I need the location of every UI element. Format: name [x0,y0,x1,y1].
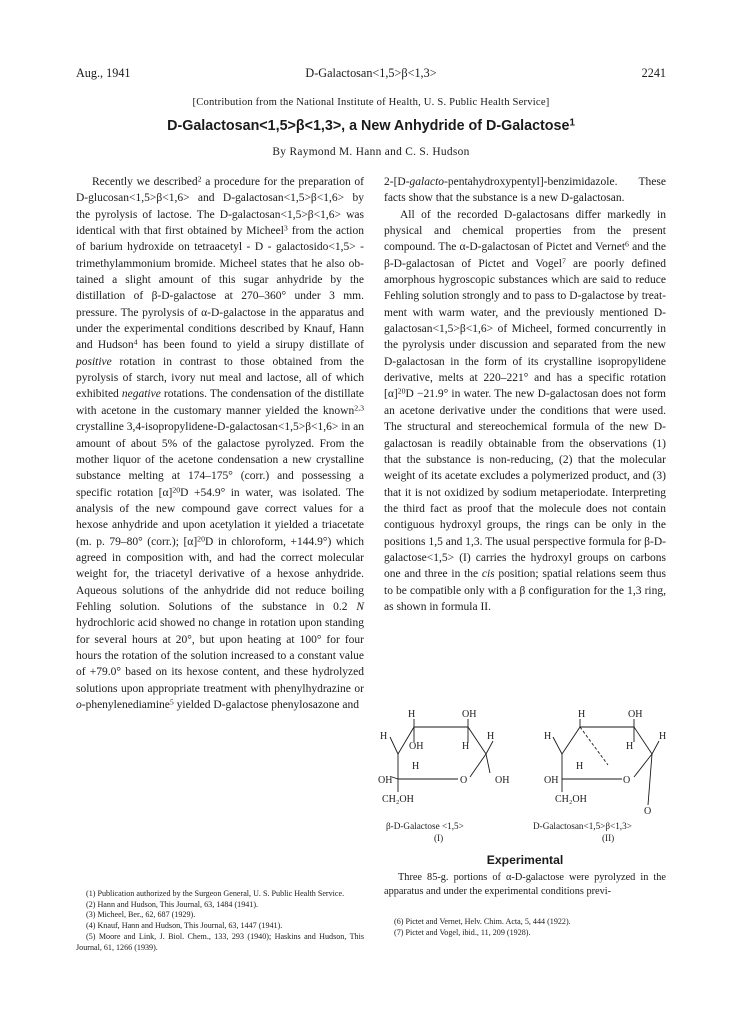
paragraph-comparison: All of the recorded D-galactosans differ markedly in physical and chemical properties from the present compound. The α-D-galactosan of Pictet and Vernet$^6$ and the β-D-galactosan of Pictet and Vogel$^7$ are poorly defined amorphous hygroscopic substances which are said to reduce Fehling solution strongly and to pass to D-galactose by treatment with warm water, and the previously mentioned D-galactosan<1,5>β<1,6> of Micheel, formed concurrently in the pyrolysis under discussion and separated from the new D-galactosan in the form of its crystalline isopropylidene derivative, melts at 220–221° and has a specific rotation $[\alpha]^{20}D -21.9^\circ$ in water. The new D-galactosan does not form an acetone derivative under the conditions that were used. The structural and stereochemical formula of the new D-galactosan is readily obtainable from the observations (1) that the substance is non-reducing, (2) that the molecular weight of its acetate excludes a polymerized product, and (3) that it is not oxidized by sodium metaperiodate. Interpreting the third fact as proof that the molecule does not contain contiguous hydroxyl groups, the rings can be only in the positions 1,5 and 1,3. The usual perspective formula for β-D-galactose<1,5> (I) carries the hydroxyl groups on carbons one and three in the cis position; spatial relations seem thus to be compatible only with a β configuration for the 1,3 ring, as shown in formula II. [384,208,667,613]
contribution-line: [Contribution from the National Institute of Health, U. S. Public Health Service] [192,97,550,108]
svg-text:H: H [487,731,495,742]
svg-text:H: H [412,761,420,772]
footnote: (5) Moore and Link, J. Biol. Chem., 133, 293 (1940); Haskins and Hudson, This Journal, 61, 1266 (1939). [76,931,364,952]
running-title: D-Galactosan<1,5>β<1,3> [305,66,437,80]
formula-II [533,709,666,843]
svg-text:β-D-Galactose <1,5>: β-D-Galactose <1,5> [386,821,464,831]
footnote: (7) Pictet and Vogel, ibid., 11, 209 (1928). [394,927,531,937]
svg-text:H: H [578,709,586,720]
svg-text:OH: OH [409,741,424,752]
page-number: 2241 [641,66,666,80]
running-head [76,66,666,82]
svg-text:OH: OH [462,709,477,720]
footnotes-left [76,889,364,953]
svg-text:D-Galactosan<1,5>β<1,3>: D-Galactosan<1,5>β<1,3> [533,821,632,831]
paper-title [60,118,682,134]
structural-formulas [378,707,678,847]
svg-text:OH: OH [495,775,510,786]
svg-text:O: O [460,775,468,786]
svg-text:O: O [623,775,631,786]
svg-text:(II): (II) [602,833,615,843]
journal-date: Aug., 1941 [76,66,131,80]
footnote: (2) Hann and Hudson, This Journal, 63, 1484 (1941). [86,899,259,909]
footnote: (3) Micheel, Ber., 62, 687 (1929). [86,910,196,920]
footnote: (1) Publication authorized by the Surgeon General, U. S. Public Health Service. [86,889,345,898]
svg-text:H: H [408,709,416,720]
column-left [76,174,364,713]
svg-text:H: H [544,731,552,742]
paragraph-continued: 2-[D-galacto-pentahydroxypentyl]-benzimidazole. These facts show that the substance is a new D-galactosan. [384,176,666,205]
formula-I [378,709,509,843]
svg-text:H: H [626,741,634,752]
title-footnote-ref: 1 [569,117,575,129]
svg-text:O: O [644,806,652,817]
svg-text:CH₂OH: CH₂OH [555,794,587,805]
svg-text:H: H [576,761,584,772]
svg-text:CH₂OH: CH₂OH [382,794,414,805]
footnote: (4) Knauf, Hann and Hudson, This Journal, 63, 1447 (1941). [86,921,283,931]
experimental-heading: Experimental [486,853,564,867]
svg-text:OH: OH [544,775,559,786]
column-right [384,174,666,615]
footnotes-right [384,917,666,938]
experimental-text: Three 85-g. portions of α-D-galactose were pyrolyzed in the apparatus and under the experimental conditions previ- [384,872,666,897]
svg-text:OH: OH [628,709,643,720]
svg-text:H: H [380,731,388,742]
footnote: (6) Pictet and Vernet, Helv. Chim. Acta, 5, 444 (1922). [394,917,571,926]
byline: By Raymond M. Hann and C. S. Hudson [272,146,470,158]
svg-text:H: H [462,741,470,752]
paragraph-intro: Recently we described$^2$ a procedure for the preparation of D-glucosan<1,5>β<1,6> and D-galactosan<1,5>β<1,6> by the pyrolysis of lactose. The D-galactosan<1,5>β<1,6> was identical with that first obtained by Micheel$^3$ from the action of barium hydroxide on tetraacetyl - D - galactosido<1,5> - trimethylammonium bromide. Micheel states that he also obtained a slight amount of this sugar anhydride by the distillation of β-D-galactose at 270–360° under 3 mm. pressure. The pyrolysis of α-D-galactose in the apparatus and under the experimental conditions described by Knauf, Hann and Hudson$^4$ has been found to yield a sirupy distillate of positive rotation in contrast to those obtained from the pyrolysis of starch, ivory nut meal and lactose, all of which exhibited negative rotations. The condensation of the distillate with acetone in the customary manner yielded the known$^{2,3}$ crystalline 3,4-isopropylidene-D-galactosan<1,5>β<1,6> in an amount of about 5% of the galactose pyrolyzed. From the mother liquor of the acetone condensation a new crystalline substance melting at 174–175° (corr.) and possessing a specific rotation $[\alpha]^{20}D +54.9^\circ$ in water, was isolated. The analysis of the new compound gave correct values for a hexose anhydride and upon acetylation it yielded a triacetate (m. p. 79–80° (corr.); $[\alpha]^{20}D$ in chloroform, +144.9°) which agreed in composition with, and had the correct molecular weight for, the triacetyl derivative of a hexose anhydride. Aqueous solutions of the anhydride did not reduce boiling Fehling solution. Solutions of the substance in 0.2 N hydrochloric acid showed no change in rotation upon standing for several hours at 20°, but upon heating at 100° for four hours the rotation of the solution increased to a constant value of +79.0° based on its hexose content, and these hydrolyzed solutions upon appropriate treatment with phenylhydrazine or o-phenylenediamine$^5$ yielded D-galactose phenylosazone and [76,174,364,711]
paper-title-text: D-Galactosan<1,5>β<1,3>, a New Anhydride of D-Galactose [167,118,570,134]
svg-text:(I): (I) [434,833,444,843]
svg-text:H: H [659,731,667,742]
svg-text:OH: OH [378,775,393,786]
